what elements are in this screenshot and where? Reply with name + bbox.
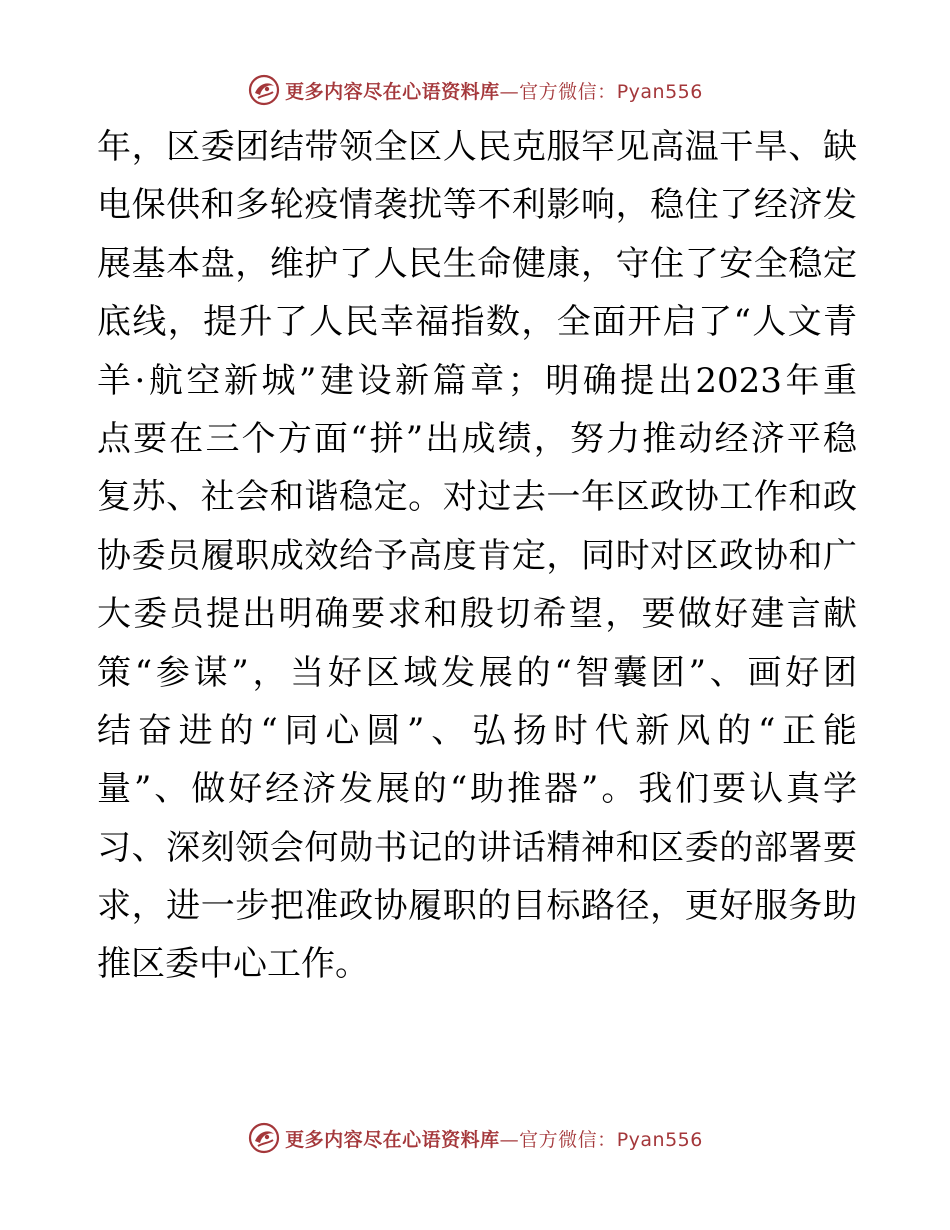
header-banner-wechat-label: —官方微信： — [499, 80, 617, 103]
text-line: 复苏、社会和谐稳定。对过去一年区政协工作和政 — [97, 477, 857, 518]
header-banner-text — [285, 77, 703, 104]
text-line: 推区委中心工作。 — [97, 944, 369, 985]
header-banner-wechat-id: Pyan556 — [616, 80, 703, 103]
swirl-logo-icon — [247, 1121, 281, 1155]
header-banner — [0, 70, 950, 110]
swirl-logo-icon — [247, 73, 281, 107]
text-line: 大委员提出明确要求和殷切希望，要做好建言献 — [97, 594, 857, 635]
text-line: 协委员履职成效给予高度肯定，同时对区政协和广 — [97, 535, 857, 576]
header-banner-title: 更多内容尽在心语资料库 — [285, 80, 500, 103]
text-line: 展基本盘，维护了人民生命健康，守住了安全稳定 — [97, 243, 857, 284]
text-line: 习、深刻领会何勋书记的讲话精神和区委的部署要 — [97, 827, 857, 868]
text-line: 量”、做好经济发展的“助推器”。我们要认真学 — [97, 769, 857, 810]
footer-banner-title: 更多内容尽在心语资料库 — [285, 1128, 500, 1151]
footer-banner-wechat-label: —官方微信： — [499, 1128, 617, 1151]
text-line: 策“参谋”，当好区域发展的“智囊团”、画好团 — [97, 652, 857, 693]
text-line: 结奋进的“同心圆”、弘扬时代新风的“正能 — [97, 710, 857, 751]
text-line: 底线，提升了人民幸福指数，全面开启了“人文青 — [97, 302, 857, 343]
text-line: 点要在三个方面“拼”出成绩，努力推动经济平稳 — [97, 418, 857, 459]
text-line: 年，区委团结带领全区人民克服罕见高温干旱、缺 — [97, 127, 857, 167]
text-line: 求，进一步把准政协履职的目标路径，更好服务助 — [97, 886, 857, 927]
footer-banner — [0, 1118, 950, 1158]
text-line: 电保供和多轮疫情袭扰等不利影响，稳住了经济发 — [97, 185, 857, 226]
footer-banner-wechat-id: Pyan556 — [616, 1128, 703, 1151]
footer-banner-text — [285, 1125, 703, 1152]
text-line: 羊·航空新城”建设新篇章；明确提出2023年重 — [97, 360, 857, 401]
body-paragraph — [97, 118, 857, 994]
